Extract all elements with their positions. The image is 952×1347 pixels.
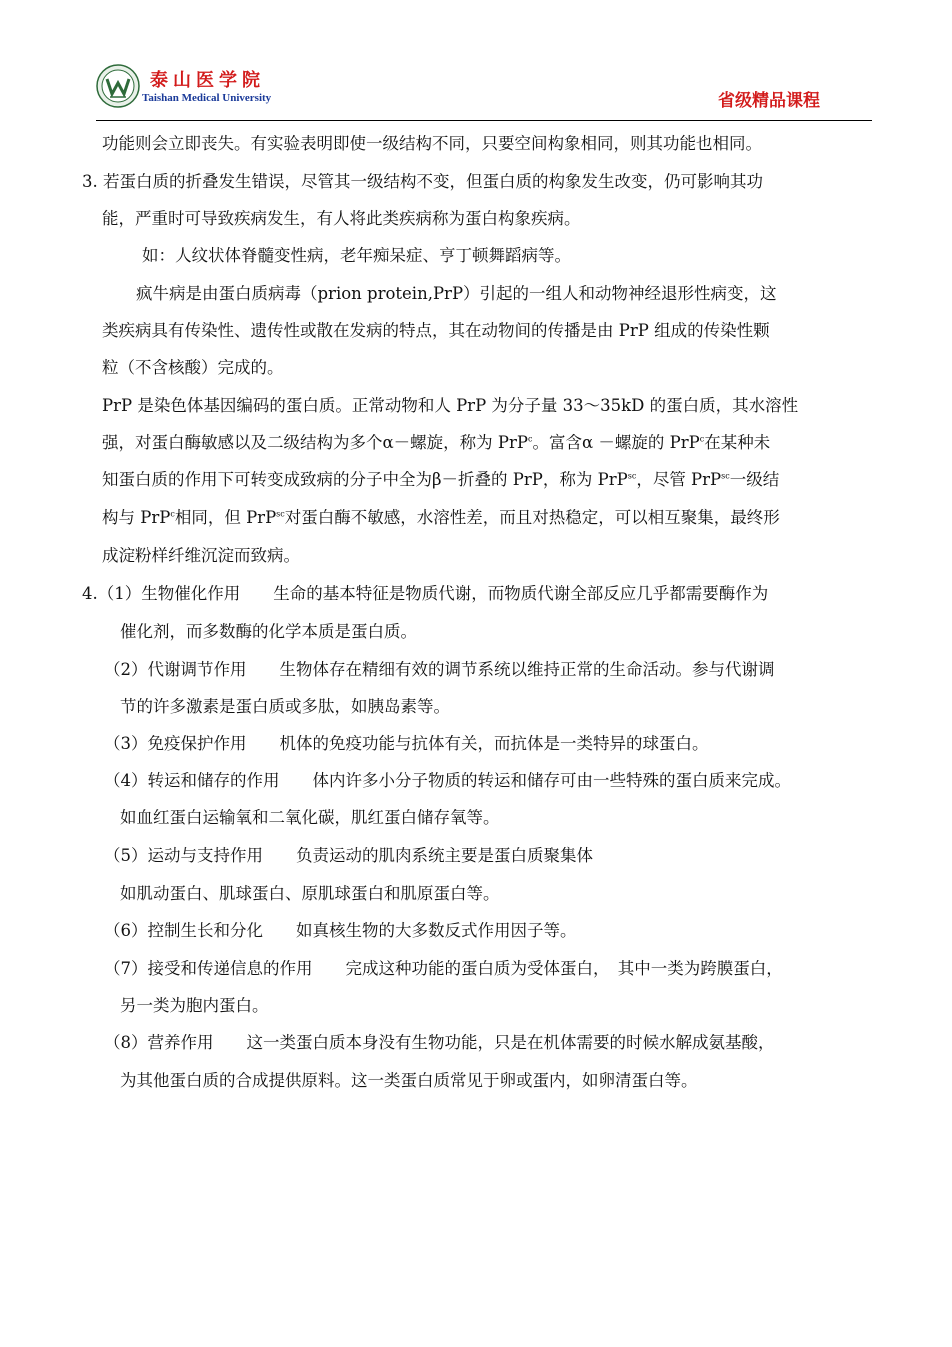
superscript: sc [276,509,285,519]
text-line: 另一类为胞内蛋白。 [120,996,269,1015]
text-line: （5）运动与支持作用 负责运动的肌肉系统主要是蛋白质聚集体 [104,846,593,865]
superscript: c [170,509,175,519]
text-line [102,504,780,528]
course-label: 省级精品课程 [718,91,820,111]
text-line: （8）营养作用 这一类蛋白质本身没有生物功能，只是在机体需要的时候水解成氨基酸， [104,1033,775,1052]
text-line: （3）免疫保护作用 机体的免疫功能与抗体有关，而抗体是一类特异的球蛋白。 [104,734,709,753]
text-line: 为其他蛋白质的合成提供原料。这一类蛋白质常见于卵或蛋内，如卵清蛋白等。 [120,1071,698,1090]
text-segment: 相同，但 PrP [174,508,277,527]
text-segment: 在某种未 [704,433,771,452]
text-line: 疯牛病是由蛋白质病毒（prion protein,PrP）引起的一组人和动物神经退形性病变，这 [136,284,777,303]
text-segment: 知蛋白质的作用下可转变成致病的分子中全为β－折叠的 PrP，称为 PrP [102,470,628,489]
text-line: 3. 若蛋白质的折叠发生错误，尽管其一级结构不变，但蛋白质的构象发生改变，仍可影响其功 [82,172,763,191]
text-line: （4）转运和储存的作用 体内许多小分子物质的转运和储存可由一些特殊的蛋白质来完成。 [104,771,791,790]
text-segment: 。富含α －螺旋的 PrP [532,433,700,452]
text-line: 4.（1）生物催化作用 生命的基本特征是物质代谢，而物质代谢全部反应几乎都需要酶作为 [82,584,769,603]
text-line: 如肌动蛋白、肌球蛋白、原肌球蛋白和肌原蛋白等。 [120,884,500,903]
text-line: （2）代谢调节作用 生物体存在精细有效的调节系统以维持正常的生命活动。参与代谢调 [104,660,775,679]
text-segment: 对蛋白酶不敏感，水溶性差，而且对热稳定，可以相互聚集，最终形 [284,508,780,527]
text-line: 催化剂，而多数酶的化学本质是蛋白质。 [120,622,417,641]
text-segment: 构与 PrP [102,508,171,527]
text-line: 成淀粉样纤维沉淀而致病。 [102,546,300,565]
superscript: sc [627,471,637,481]
page-header [96,62,872,122]
text-line: 粒（不含核酸）完成的。 [102,358,284,377]
text-line: 如：人纹状体脊髓变性病，老年痴呆症、亨丁顿舞蹈病等。 [142,246,571,265]
university-logo-icon [96,64,140,108]
header-divider [96,120,872,121]
school-name-en: Taishan Medical University [142,92,272,104]
superscript: sc [721,471,730,481]
text-line: PrP 是染色体基因编码的蛋白质。正常动物和人 PrP 为分子量 33～35kD 的蛋白质，其水溶性 [102,396,799,415]
superscript: c [699,434,705,444]
text-line: （7）接受和传递信息的作用 完成这种功能的蛋白质为受体蛋白， 其中一类为跨膜蛋白， [104,959,783,978]
text-line: （6）控制生长和分化 如真核生物的大多数反式作用因子等。 [104,921,577,940]
text-line [102,466,779,490]
text-line: 类疾病具有传染性、遗传性或散在发病的特点，其在动物间的传播是由 PrP 组成的传染性颗 [102,321,770,340]
text-line: 能，严重时可导致疾病发生，有人将此类疾病称为蛋白构象疾病。 [102,209,581,228]
text-line: 如血红蛋白运输氧和二氧化碳，肌红蛋白储存氧等。 [120,808,500,827]
text-segment: 强，对蛋白酶敏感以及二级结构为多个α－螺旋，称为 PrP [102,433,528,452]
text-segment: ，尽管 PrP [636,470,722,489]
school-name-cn: 泰山医学院 [150,70,265,91]
text-line: 节的许多激素是蛋白质或多肽，如胰岛素等。 [120,697,450,716]
superscript: c [527,434,533,444]
text-line: 功能则会立即丧失。有实验表明即使一级结构不同，只要空间构象相同，则其功能也相同。 [102,134,762,153]
text-segment: 一级结 [729,470,780,489]
text-line [102,429,770,453]
